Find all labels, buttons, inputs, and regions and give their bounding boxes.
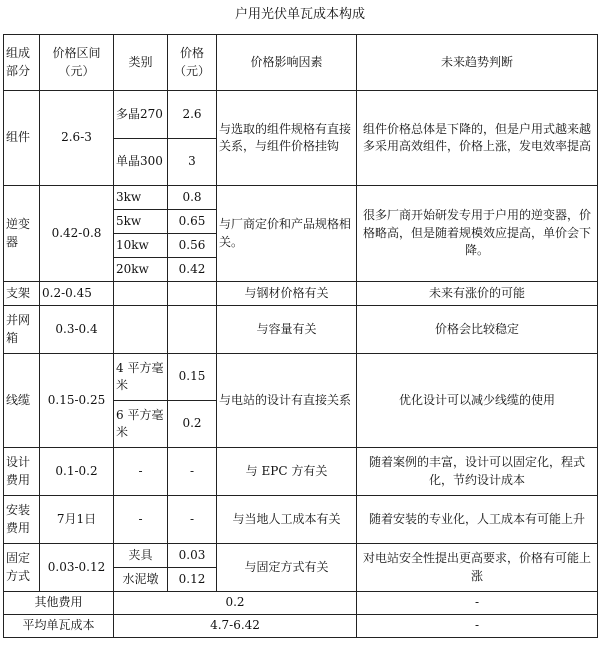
- module-factors: 与选取的组件规格有直接关系，与组件价格挂钩: [217, 91, 357, 186]
- module-category: 单晶300: [114, 139, 168, 186]
- bracket-trend: 未来有涨价的可能: [357, 282, 598, 306]
- cable-name: 线缆: [4, 354, 40, 448]
- header-factors: 价格影响因素: [217, 35, 357, 91]
- inverter-trend: 很多厂商开始研发专用于户用的逆变器，价格略高，但是随着规模效应提高，单价会下降。: [357, 186, 598, 282]
- grid-box-factors: 与容量有关: [217, 306, 357, 354]
- cost-table: [3, 34, 598, 638]
- install-trend: 随着安装的专业化，人工成本有可能上升: [357, 496, 598, 544]
- table-row: [4, 91, 598, 139]
- table-row: [4, 592, 598, 615]
- cable-factors: 与电站的设计有直接关系: [217, 354, 357, 448]
- inverter-factors: 与厂商定价和产品规格相关。: [217, 186, 357, 282]
- mount-trend: 对电站安全性提出更高要求，价格有可能上涨: [357, 544, 598, 592]
- inverter-category: 20kw: [114, 258, 168, 282]
- bracket-name: 支架: [4, 282, 40, 306]
- install-name: 安装费用: [4, 496, 40, 544]
- table-row: [4, 354, 598, 401]
- mount-price: 0.12: [168, 568, 217, 592]
- install-category: -: [114, 496, 168, 544]
- other-note: -: [357, 592, 598, 615]
- header-row: [4, 35, 598, 91]
- module-trend: 组件价格总体是下降的，但是户用式越来越多采用高效组件，价格上涨，发电效率提高: [357, 91, 598, 186]
- module-range: 2.6-3: [40, 91, 114, 186]
- cable-category: 4 平方毫米: [114, 354, 168, 401]
- mount-name: 固定方式: [4, 544, 40, 592]
- header-trend: 未来趋势判断: [357, 35, 598, 91]
- bracket-factors: 与钢材价格有关: [217, 282, 357, 306]
- inverter-category: 5kw: [114, 210, 168, 234]
- header-price: 价格（元）: [168, 35, 217, 91]
- other-value: 0.2: [114, 592, 357, 615]
- bracket-price: [168, 282, 217, 306]
- inverter-price: 0.56: [168, 234, 217, 258]
- module-price: 2.6: [168, 91, 217, 139]
- module-category: 多晶270: [114, 91, 168, 139]
- cable-price: 0.15: [168, 354, 217, 401]
- average-value: 4.7-6.42: [114, 615, 357, 638]
- design-price: -: [168, 448, 217, 496]
- average-note: -: [357, 615, 598, 638]
- install-price: -: [168, 496, 217, 544]
- inverter-name: 逆变器: [4, 186, 40, 282]
- mount-price: 0.03: [168, 544, 217, 568]
- cable-price: 0.2: [168, 401, 217, 448]
- bracket-range: 0.2-0.45: [40, 282, 114, 306]
- install-range: 7月1日: [40, 496, 114, 544]
- table-row: [4, 306, 598, 354]
- cable-category: 6 平方毫米: [114, 401, 168, 448]
- install-factors: 与当地人工成本有关: [217, 496, 357, 544]
- grid-box-price: [168, 306, 217, 354]
- grid-box-trend: 价格会比较稳定: [357, 306, 598, 354]
- design-range: 0.1-0.2: [40, 448, 114, 496]
- table-row: [4, 496, 598, 544]
- inverter-range: 0.42-0.8: [40, 186, 114, 282]
- inverter-category: 3kw: [114, 186, 168, 210]
- module-price: 3: [168, 139, 217, 186]
- design-name: 设计费用: [4, 448, 40, 496]
- design-category: -: [114, 448, 168, 496]
- grid-box-range: 0.3-0.4: [40, 306, 114, 354]
- header-part: 组成部分: [4, 35, 40, 91]
- average-label: 平均单瓦成本: [4, 615, 114, 638]
- design-trend: 随着案例的丰富，设计可以固定化，程式化，节约设计成本: [357, 448, 598, 496]
- table-row: [4, 282, 598, 306]
- module-name: 组件: [4, 91, 40, 186]
- header-category: 类别: [114, 35, 168, 91]
- other-label: 其他费用: [4, 592, 114, 615]
- inverter-price: 0.42: [168, 258, 217, 282]
- header-range: 价格区间（元）: [40, 35, 114, 91]
- table-row: [4, 186, 598, 210]
- table-title: 户用光伏单瓦成本构成: [234, 7, 365, 22]
- cable-trend: 优化设计可以减少线缆的使用: [357, 354, 598, 448]
- grid-box-category: [114, 306, 168, 354]
- cable-range: 0.15-0.25: [40, 354, 114, 448]
- design-factors: 与 EPC 方有关: [217, 448, 357, 496]
- mount-category: 水泥墩: [114, 568, 168, 592]
- table-row: [4, 544, 598, 568]
- inverter-category: 10kw: [114, 234, 168, 258]
- mount-factors: 与固定方式有关: [217, 544, 357, 592]
- inverter-price: 0.8: [168, 186, 217, 210]
- table-row: [4, 448, 598, 496]
- bracket-category: [114, 282, 168, 306]
- inverter-price: 0.65: [168, 210, 217, 234]
- mount-range: 0.03-0.12: [40, 544, 114, 592]
- grid-box-name: 并网箱: [4, 306, 40, 354]
- mount-category: 夹具: [114, 544, 168, 568]
- table-row: [4, 615, 598, 638]
